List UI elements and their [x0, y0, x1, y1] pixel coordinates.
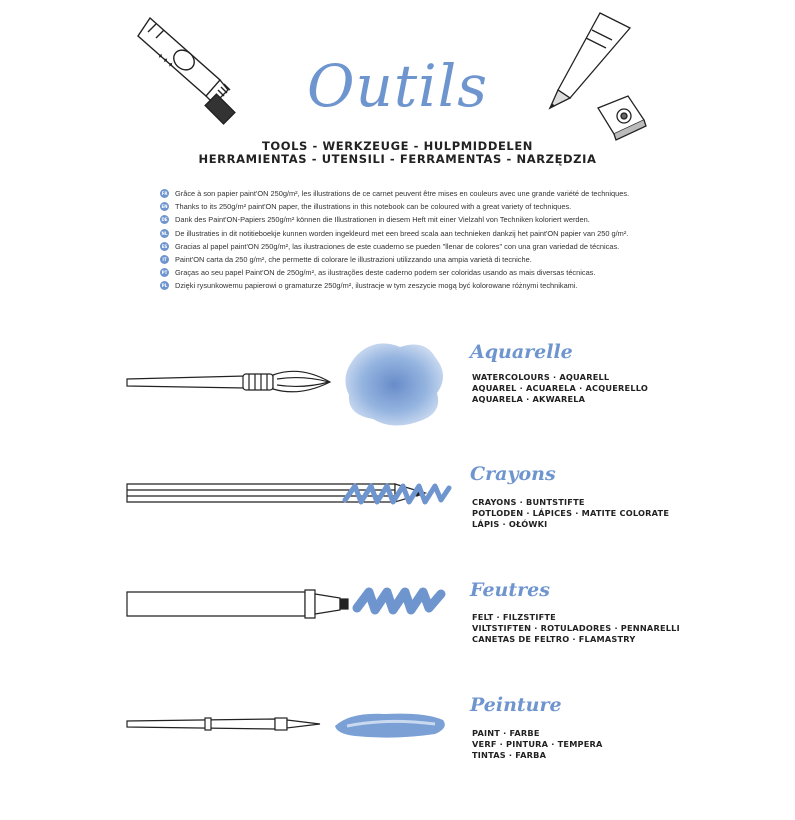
tool-list-aquarelle: [472, 372, 648, 404]
lang-badge-nl: NL: [161, 230, 168, 236]
tool-line: POTLODEN · LÁPICES · MATITE COLORATE: [472, 507, 670, 518]
tool-line: VILTSTIFTEN · ROTULADORES · PENNARELLI: [472, 622, 680, 633]
intro-text-pt: Graças ao seu papel Paint'ON de 250g/m², as ilustrações deste caderno podem ser coloridas usando as mais diversas técnicas.: [175, 268, 596, 278]
intro-row-en: [160, 200, 660, 213]
svg-text:✦✦✦: ✦✦✦: [154, 50, 176, 71]
pencil-crayon-icon: [125, 470, 465, 520]
lang-badge-it: IT: [160, 255, 169, 264]
tool-list-feutres: [472, 612, 680, 644]
tool-line: WATERCOLOURS · AQUARELL: [472, 372, 610, 382]
tool-line: CANETAS DE FELTRO · FLAMASTRY: [472, 633, 636, 644]
intro-row-it: [160, 253, 660, 266]
lang-badge-de: DE: [161, 217, 168, 223]
tool-line: VERF · PINTURA · TEMPERA: [472, 738, 603, 749]
felt-pen-icon: [125, 580, 465, 630]
subtitle-line-2: HERRAMIENTAS - UTENSILI - FERRAMENTAS - NARZĘDZIA: [198, 152, 597, 166]
lang-badge-pl: PL: [161, 283, 168, 289]
intro-text-es: Gracias al papel paint'ON 250g/m², las ilustraciones de este cuaderno se pueden "llenar de colores" con una gran variedad de técnicas.: [175, 241, 620, 251]
tool-line: PAINT · FARBE: [472, 728, 540, 738]
page-title: Outils: [306, 52, 489, 120]
intro-row-es: [160, 240, 660, 253]
intro-paragraphs: [160, 187, 660, 293]
tool-line: FELT · FILZSTIFTE: [472, 612, 556, 622]
tool-heading-aquarelle: Aquarelle: [470, 341, 573, 363]
tool-heading-feutres: Feutres: [470, 579, 550, 601]
subtitle-line-1: TOOLS - WERKZEUGE - HULPMIDDELEN: [261, 139, 534, 153]
lang-badge-fr: FR: [161, 191, 168, 197]
intro-row-pl: [160, 279, 660, 292]
intro-text-nl: De illustraties in dit notitieboekje kunnen worden ingekleurd met een breed scala aan technieken dankzij het paint'ON papier van 250 g/m².: [175, 228, 629, 238]
intro-row-nl: [160, 227, 660, 240]
lang-badge-es: ES: [161, 243, 168, 249]
lang-badge-pt: PT: [161, 270, 168, 276]
tool-heading-crayons: Crayons: [470, 463, 556, 485]
intro-text-it: Paint'ON carta da 250 g/m², che permette di colorare le illustrazioni utilizzando una ampia varietà di tecniche.: [175, 255, 532, 265]
lang-badge-en: EN: [161, 204, 168, 210]
intro-text-fr: Grâce à son papier paint'ON 250g/m², les illustrations de ce carnet peuvent être mises en couleurs avec une grande variété de techniques.: [175, 189, 630, 199]
tool-line: TINTAS · FARBA: [472, 749, 547, 760]
tool-list-crayons: [472, 497, 669, 529]
tool-line: AQUARELA · AKWARELA: [472, 393, 586, 404]
intro-text-de: Dank des Paint'ON-Papiers 250g/m² können die Illustrationen in diesem Heft mit einer Vielzahl von Techniken koloriert werden.: [175, 215, 590, 225]
tool-line: LÁPIS · OŁÓWKI: [472, 518, 548, 529]
tool-line: CRAYONS · BUNTSTIFTE: [472, 497, 585, 507]
intro-text-pl: Dzięki rysunkowemu papierowi o gramaturze 250g/m², ilustracje w tym zeszycie mogą być kolorowane różnymi technikami.: [175, 281, 578, 291]
intro-row-pt: [160, 266, 660, 279]
watercolor-brush-icon: [125, 335, 465, 435]
paintbrush-icon: [125, 700, 465, 750]
tool-line: AQUAREL · ACUARELA · ACQUERELLO: [472, 382, 649, 393]
intro-row-fr: [160, 187, 660, 200]
tool-list-peinture: [472, 728, 603, 760]
intro-text-en: Thanks to its 250g/m² paint'ON paper, the illustrations in this notebook can be coloured with a great variety of techniques.: [175, 202, 572, 212]
intro-row-de: [160, 213, 660, 226]
tool-heading-peinture: Peinture: [470, 694, 562, 716]
